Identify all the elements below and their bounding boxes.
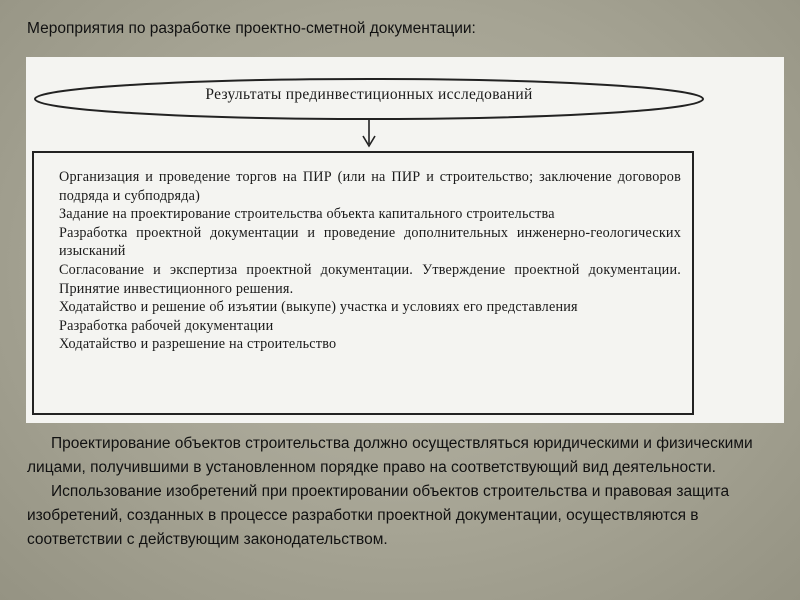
steps-list	[59, 168, 681, 354]
step-item: Согласование и экспертиза проектной документации. Утверждение проектной документации. Принятие инвестиционного решения.	[59, 261, 681, 297]
body-text	[27, 432, 767, 552]
step-item: Разработка рабочей документации	[59, 317, 274, 334]
scanned-diagram	[26, 57, 784, 423]
step-item: Разработка проектной документации и проведение дополнительных инженерно-геологических изысканий	[59, 224, 681, 260]
step-item: Ходатайство и решение об изъятии (выкупе) участка и условиях его представления	[59, 299, 578, 316]
step-item: Организация и проведение торгов на ПИР (или на ПИР и строительство; заключение договоров подряда и субподряда)	[59, 169, 681, 204]
ellipse-label: Результаты прединвестиционных исследований	[205, 86, 533, 103]
paragraph: Использование изобретений при проектировании объектов строительства и правовая защита изобретений, созданных в процессе разработки проектной документации, осуществляются в соответствии с действующим законодательством.	[27, 483, 730, 548]
step-item: Задание на проектирование строительства объекта капитального строительства	[59, 206, 555, 223]
slide-title: Мероприятия по разработке проектно-сметной документации:	[27, 20, 476, 37]
paragraph: Проектирование объектов строительства должно осуществляться юридическими и физическими лицами, получившими в установленном порядке право на соответствующий вид деятельности.	[27, 435, 753, 476]
step-item: Ходатайство и разрешение на строительство	[59, 336, 337, 353]
